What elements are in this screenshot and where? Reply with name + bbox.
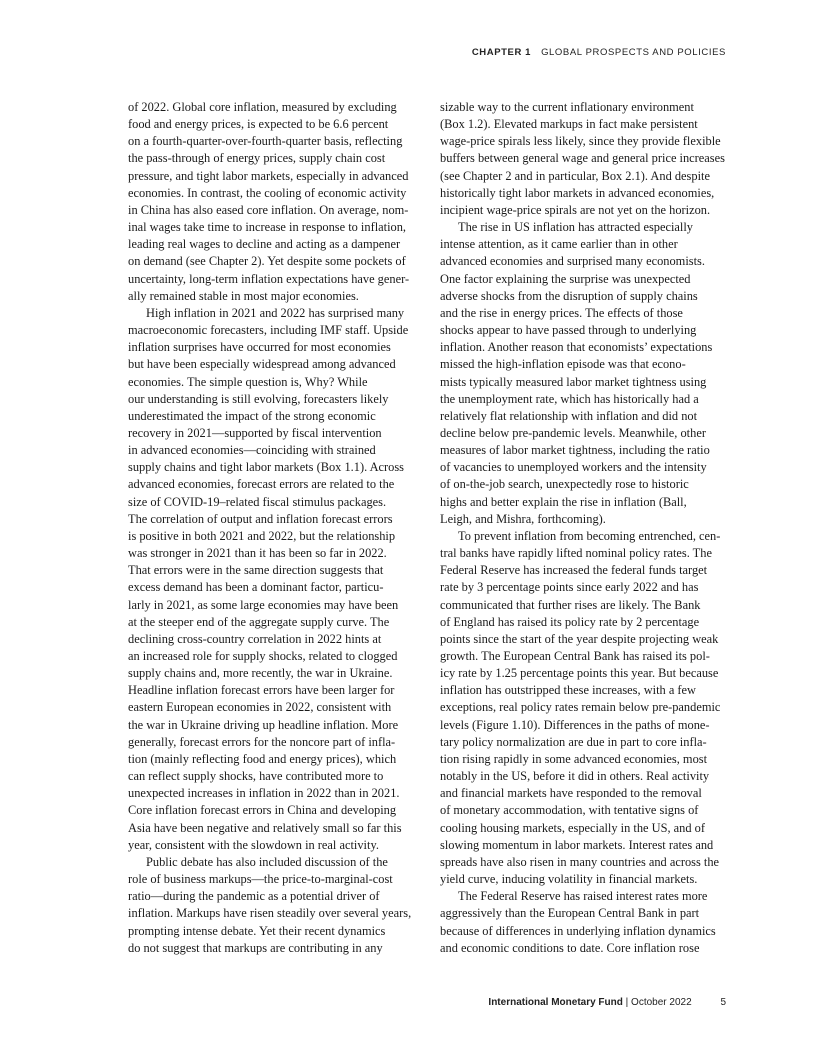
text-line: the pass-through of energy prices, supply chain cost — [128, 151, 386, 166]
text-line: can reflect supply shocks, have contributed more to — [128, 769, 384, 784]
text-line: The correlation of output and inflation forecast errors — [128, 511, 393, 526]
text-line: tion (mainly reflecting food and energy prices), which — [128, 751, 397, 766]
text-line: cooling housing markets, especially in the US, and of — [440, 820, 705, 835]
text-line: (Box 1.2). Elevated markups in fact make persistent — [440, 117, 698, 132]
text-line: One factor explaining the surprise was unexpected — [440, 271, 691, 286]
text-line: rate by 3 percentage points since early 2022 and has — [440, 580, 699, 595]
text-line: High inflation in 2021 and 2022 has surprised many — [146, 305, 405, 320]
text-line: macroeconomic forecasters, including IMF staff. Upside — [128, 323, 409, 338]
paragraph — [440, 528, 730, 888]
text-line: but have been especially widespread among advanced — [128, 357, 396, 372]
right-column — [440, 99, 730, 957]
text-line: adverse shocks from the disruption of supply chains — [440, 288, 698, 303]
text-line: slowing momentum in labor markets. Interest rates and — [440, 837, 714, 852]
text-line: sizable way to the current inflationary environment — [440, 100, 694, 114]
text-line: Core inflation forecast errors in China and developing — [128, 803, 397, 818]
text-line: Federal Reserve has increased the federal funds target — [440, 563, 708, 578]
chapter-title: GLOBAL PROSPECTS AND POLICIES — [541, 47, 726, 58]
text-line: of on-the-job search, unexpectedly rose to historic — [440, 477, 689, 492]
text-line: aggressively than the European Central Bank in part — [440, 906, 700, 921]
text-line: advanced economies, forecast errors are related to the — [128, 477, 395, 492]
text-line: historically tight labor markets in advanced economies, — [440, 185, 715, 200]
text-line: points since the start of the year despite projecting weak — [440, 631, 719, 646]
text-line: the unemployment rate, which has historically had a — [440, 391, 699, 406]
text-line: To prevent inflation from becoming entrenched, cen- — [458, 528, 721, 543]
text-line: inal wages take time to increase in response to inflation, — [128, 220, 407, 235]
text-line: relatively flat relationship with inflation and did not — [440, 408, 698, 423]
text-line: intense attention, as it came earlier than in other — [440, 237, 678, 252]
text-line: buffers between general wage and general price increases — [440, 151, 725, 166]
text-line: on a fourth-quarter-over-fourth-quarter basis, reflecting — [128, 134, 403, 149]
text-line: highs and better explain the rise in inflation (Ball, — [440, 494, 687, 509]
text-line: mists typically measured labor market tightness using — [440, 374, 707, 389]
text-line: tary policy normalization are due in part to core infla- — [440, 734, 707, 749]
text-line: supply chains and tight labor markets (Box 1.1). Across — [128, 460, 404, 475]
paragraph — [440, 888, 730, 957]
text-line: role of business markups—the price-to-marginal-cost — [128, 872, 393, 887]
text-line: was stronger in 2021 than it has been so far in 2022. — [128, 546, 387, 561]
text-line: economies. In contrast, the cooling of economic activity — [128, 185, 407, 200]
text-line: recovery in 2021—supported by fiscal intervention — [128, 425, 382, 440]
text-line: incipient wage-price spirals are not yet on the horizon. — [440, 202, 711, 217]
text-line: leading real wages to decline and acting as a dampener — [128, 237, 401, 252]
text-line: yield curve, inducing volatility in financial markets. — [440, 872, 698, 887]
text-line: of vacancies to unemployed workers and the intensity — [440, 460, 707, 475]
text-line: of monetary accommodation, with tentative signs of — [440, 803, 699, 818]
publisher-name: International Monetary Fund — [488, 997, 623, 1008]
text-line: at the steeper end of the aggregate supply curve. The — [128, 614, 390, 629]
text-line: and economic conditions to date. Core inflation rose — [440, 940, 700, 955]
text-line: inflation. Another reason that economists’ expectations — [440, 340, 713, 355]
running-head — [472, 47, 726, 58]
text-line: shocks appear to have passed through to underlying — [440, 323, 697, 338]
text-line: tion rising rapidly in some advanced economies, most — [440, 751, 708, 766]
text-line: the war in Ukraine driving up headline inflation. More — [128, 717, 399, 732]
text-line: growth. The European Central Bank has raised its pol- — [440, 649, 710, 663]
text-line: excess demand has been a dominant factor, particu- — [128, 580, 384, 595]
paragraph — [440, 99, 730, 219]
text-line: pressure, and tight labor markets, especially in advanced — [128, 168, 409, 183]
text-line: measures of labor market tightness, including the ratio — [440, 443, 710, 458]
text-line: missed the high-inflation episode was that econo- — [440, 357, 686, 372]
text-line: icy rate by 1.25 percentage points this year. But because — [440, 666, 719, 681]
text-line: in China has also eased core inflation. On average, nom- — [128, 202, 409, 217]
text-line: Leigh, and Mishra, forthcoming). — [440, 511, 606, 526]
text-line: unexpected increases in inflation in 2022 than in 2021. — [128, 786, 400, 801]
text-line: (see Chapter 2 and in particular, Box 2.1). And despite — [440, 168, 710, 183]
text-line: generally, forecast errors for the noncore part of infla- — [128, 734, 396, 749]
text-line: That errors were in the same direction suggests that — [128, 563, 384, 578]
text-line: ally remained stable in most major economies. — [128, 288, 359, 303]
text-line: is positive in both 2021 and 2022, but the relationship — [128, 528, 396, 543]
text-line: Asia have been negative and relatively small so far this — [128, 820, 402, 835]
publication-date: October 2022 — [631, 997, 692, 1008]
text-line: food and energy prices, is expected to be 6.6 percent — [128, 117, 389, 132]
text-line: our understanding is still evolving, forecasters likely — [128, 391, 389, 406]
text-line: spreads have also risen in many countries and across the — [440, 854, 720, 869]
page-number: 5 — [720, 997, 726, 1008]
footer-separator: | — [625, 997, 629, 1008]
text-line: do not suggest that markups are contributing in any — [128, 940, 383, 955]
text-line: The Federal Reserve has raised interest rates more — [458, 889, 708, 904]
chapter-label: CHAPTER 1 — [471, 47, 532, 58]
page-footer — [488, 997, 726, 1008]
text-line: eastern European economies in 2022, consistent with — [128, 700, 392, 715]
text-line: an increased role for supply shocks, related to clogged — [128, 649, 398, 663]
text-line: notably in the US, before it did in others. Real activity — [440, 769, 710, 784]
text-line: inflation. Markups have risen steadily over several years, — [128, 906, 412, 921]
text-line: Headline inflation forecast errors have been larger for — [128, 683, 395, 698]
text-line: and the rise in energy prices. The effects of those — [440, 305, 683, 320]
text-line: inflation has outstripped these increases, with a few — [440, 683, 696, 698]
text-line: because of differences in underlying inflation dynamics — [440, 923, 716, 938]
text-line: supply chains and, more recently, the war in Ukraine. — [128, 666, 393, 681]
text-line: on demand (see Chapter 2). Yet despite some pockets of — [128, 254, 406, 269]
paragraph — [440, 219, 730, 528]
text-line: exceptions, real policy rates remain below pre-pandemic — [440, 700, 721, 715]
text-line: in advanced economies—coinciding with strained — [128, 443, 376, 458]
text-line: ratio—during the pandemic as a potential driver of — [128, 889, 380, 904]
text-line: tral banks have rapidly lifted nominal policy rates. The — [440, 546, 712, 561]
text-line: underestimated the impact of the strong economic — [128, 408, 376, 423]
text-line: wage-price spirals less likely, since they provide flexible — [440, 134, 721, 149]
paragraph — [128, 99, 418, 305]
text-line: economies. The simple question is, Why? While — [128, 374, 368, 389]
text-line: inflation surprises have occurred for most economies — [128, 340, 391, 355]
text-line: declining cross-country correlation in 2022 hints at — [128, 631, 382, 646]
text-line: size of COVID-19–related fiscal stimulus packages. — [128, 494, 387, 509]
text-line: The rise in US inflation has attracted especially — [458, 220, 693, 235]
text-line: communicated that further rises are likely. The Bank — [440, 597, 701, 612]
text-line: larly in 2021, as some large economies may have been — [128, 597, 399, 612]
text-line: levels (Figure 1.10). Differences in the paths of mone- — [440, 717, 710, 732]
text-line: year, consistent with the slowdown in real activity. — [128, 837, 379, 852]
text-line: and financial markets have responded to the removal — [440, 786, 702, 801]
text-line: Public debate has also included discussion of the — [146, 854, 388, 869]
paragraph — [128, 305, 418, 854]
text-line: of 2022. Global core inflation, measured by excluding — [128, 100, 397, 114]
text-line: prompting intense debate. Yet their recent dynamics — [128, 923, 386, 938]
text-line: advanced economies and surprised many economists. — [440, 254, 705, 269]
left-column — [128, 99, 418, 957]
text-line: uncertainty, long-term inflation expectations have gener- — [128, 271, 410, 286]
paragraph — [128, 854, 418, 957]
text-line: decline below pre-pandemic levels. Meanwhile, other — [440, 425, 706, 440]
text-line: of England has raised its policy rate by 2 percentage — [440, 614, 700, 629]
